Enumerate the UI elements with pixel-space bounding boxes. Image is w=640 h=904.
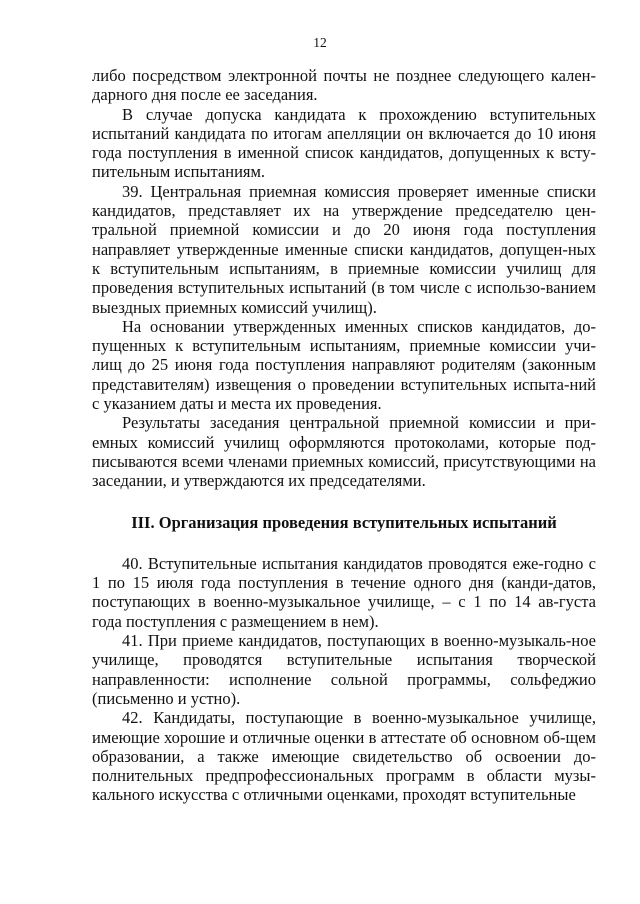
page-content [92,66,596,805]
paragraph-item-40: 40. Вступительные испытания кандидатов проводятся еже-годно с 1 по 15 июля года поступления в течение одного дня (канди-датов, поступающих в военно-музыкальное училище, – с 1 по 14 ав-густа года поступления с размещением в нем). [92,553,596,631]
paragraph-item-41: 41. При приеме кандидатов, поступающих в военно-музыкаль-ное училище, проводятся вступительные испытания творческой направленности: исполнение сольной программы, сольфеджио (письменно и устно). [92,631,596,708]
paragraph-appeal-admission: В случае допуска кандидата к прохождению вступительных испытаний кандидата по итогам апелляции он включается до 10 июня года поступления в именной список кандидатов, допущенных к всту-пительным испытаниям. [92,104,596,182]
section-heading: III. Организация проведения вступительных испытаний [131,512,557,532]
paragraph-meeting-results: Результаты заседания центральной приемной комиссии и при-емных комиссий училищ оформляются протоколами, которые под-писываются всеми членами приемных комиссий, присутствующими на заседании, и утверждаются их председателями. [92,413,596,491]
paragraph-continuation: либо посредством электронной почты не позднее следующего кален-дарного дня после ее заседания. [92,66,596,105]
paragraph-item-42: 42. Кандидаты, поступающие в военно-музыкальное училище, имеющие хорошие и отличные оценки в аттестате об основном об-щем образовании, а также имеющие свидетельство об освоении до-полнительных предпрофессиональных программ в области музы-кального искусства с отличными оценками, проходят вступительные [92,708,596,805]
paragraph-item-39: 39. Центральная приемная комиссия проверяет именные списки кандидатов, представляет их на утверждение председателю цен-тральной приемной комиссии и до 20 июня года поступления направляет утвержденные именные списки кандидатов, допущен-ных к вступительным испытаниям, в приемные комиссии училищ для проведения вступительных испытаний (в том числе с использо-ванием выездных приемных комиссий училищ). [92,181,596,317]
paragraph-approved-lists: На основании утвержденных именных списков кандидатов, до-пущенных к вступительным испытаниям, приемные комиссии учи-лищ до 25 июня года поступления направляют родителям (законным представителям) извещения о проведении вступительных испыта-ний с указанием даты и места их проведения. [92,316,596,414]
page-number: 12 [313,35,327,50]
